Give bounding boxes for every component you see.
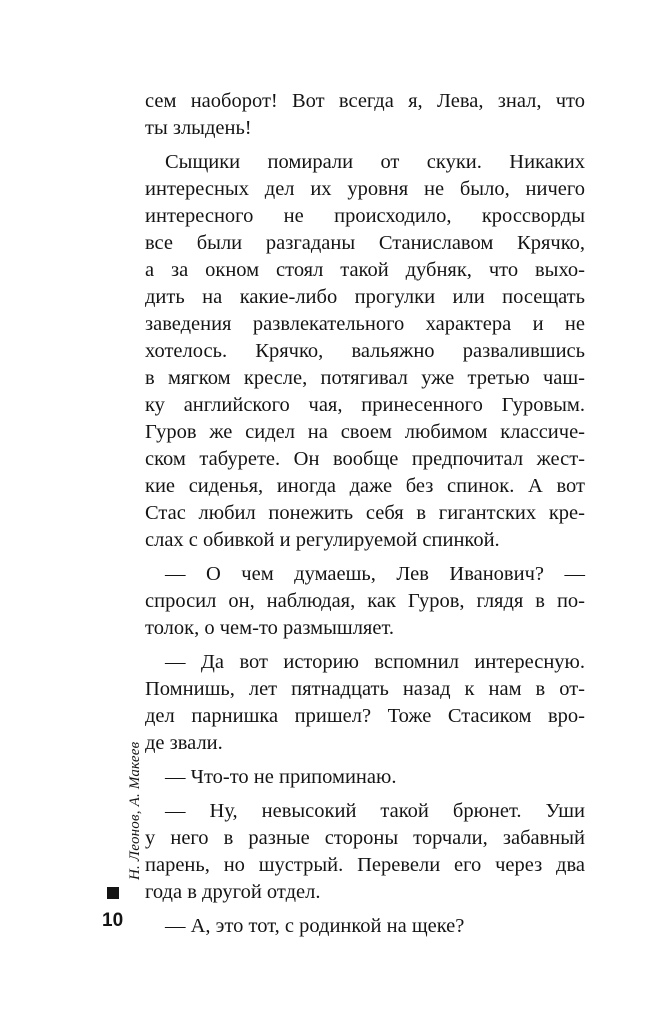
page-number: 10 bbox=[102, 910, 124, 931]
square-marker-icon bbox=[107, 887, 119, 899]
text-line: года в другой отдел. bbox=[145, 881, 321, 903]
text-line: — Что-то не припоминаю. bbox=[165, 766, 397, 788]
text-line: а за окном стоял такой дубняк, что выхо- bbox=[145, 259, 585, 281]
text-line: парень, но шустрый. Перевели его через два bbox=[145, 854, 585, 876]
text-line: — Ну, невысокий такой брюнет. Уши bbox=[165, 800, 585, 822]
text-line: кие сиденья, иногда даже без спинок. А вот bbox=[145, 475, 585, 497]
text-line: заведения развлекательного характера и не bbox=[145, 313, 585, 335]
text-line: дить на какие-либо прогулки или посещать bbox=[145, 286, 585, 308]
running-head-text: Н. Леонов, А. Макеев bbox=[127, 741, 143, 880]
text-line: у него в разные стороны торчали, забавный bbox=[145, 827, 585, 849]
text-line: Помнишь, лет пятнадцать назад к нам в от- bbox=[145, 678, 585, 700]
body-text bbox=[145, 88, 585, 940]
text-line: слах с обивкой и регулируемой спинкой. bbox=[145, 529, 500, 551]
text-line: ском табурете. Он вообще предпочитал жест- bbox=[145, 448, 585, 470]
text-line: интересных дел их уровня не было, ничего bbox=[145, 178, 585, 200]
text-line: в мягком кресле, потягивал уже третью чаш- bbox=[145, 367, 585, 389]
text-line: де звали. bbox=[145, 732, 223, 754]
text-line: все были разгаданы Станиславом Крячко, bbox=[145, 232, 585, 254]
text-line: спросил он, наблюдая, как Гуров, глядя в по- bbox=[145, 590, 585, 612]
text-line: ты злыдень! bbox=[145, 117, 252, 139]
text-line: — О чем думаешь, Лев Иванович? — bbox=[165, 563, 585, 585]
text-line: сем наоборот! Вот всегда я, Лева, знал, что bbox=[145, 90, 585, 112]
text-line: — Да вот историю вспомнил интересную. bbox=[165, 651, 585, 673]
text-line: интересного не происходило, кроссворды bbox=[145, 205, 585, 227]
text-line: Гуров же сидел на своем любимом классиче- bbox=[145, 421, 585, 443]
text-line: дел парнишка пришел? Тоже Стасиком вро- bbox=[145, 705, 585, 727]
text-line: ку английского чая, принесенного Гуровым. bbox=[145, 394, 585, 416]
text-line: — А, это тот, с родинкой на щеке? bbox=[165, 915, 465, 937]
text-line: толок, о чем-то размышляет. bbox=[145, 617, 394, 639]
text-line: Стас любил понежить себя в гигантских кре- bbox=[145, 502, 585, 524]
text-line: хотелось. Крячко, вальяжно развалившись bbox=[145, 340, 585, 362]
text-line: Сыщики помирали от скуки. Никаких bbox=[165, 151, 585, 173]
